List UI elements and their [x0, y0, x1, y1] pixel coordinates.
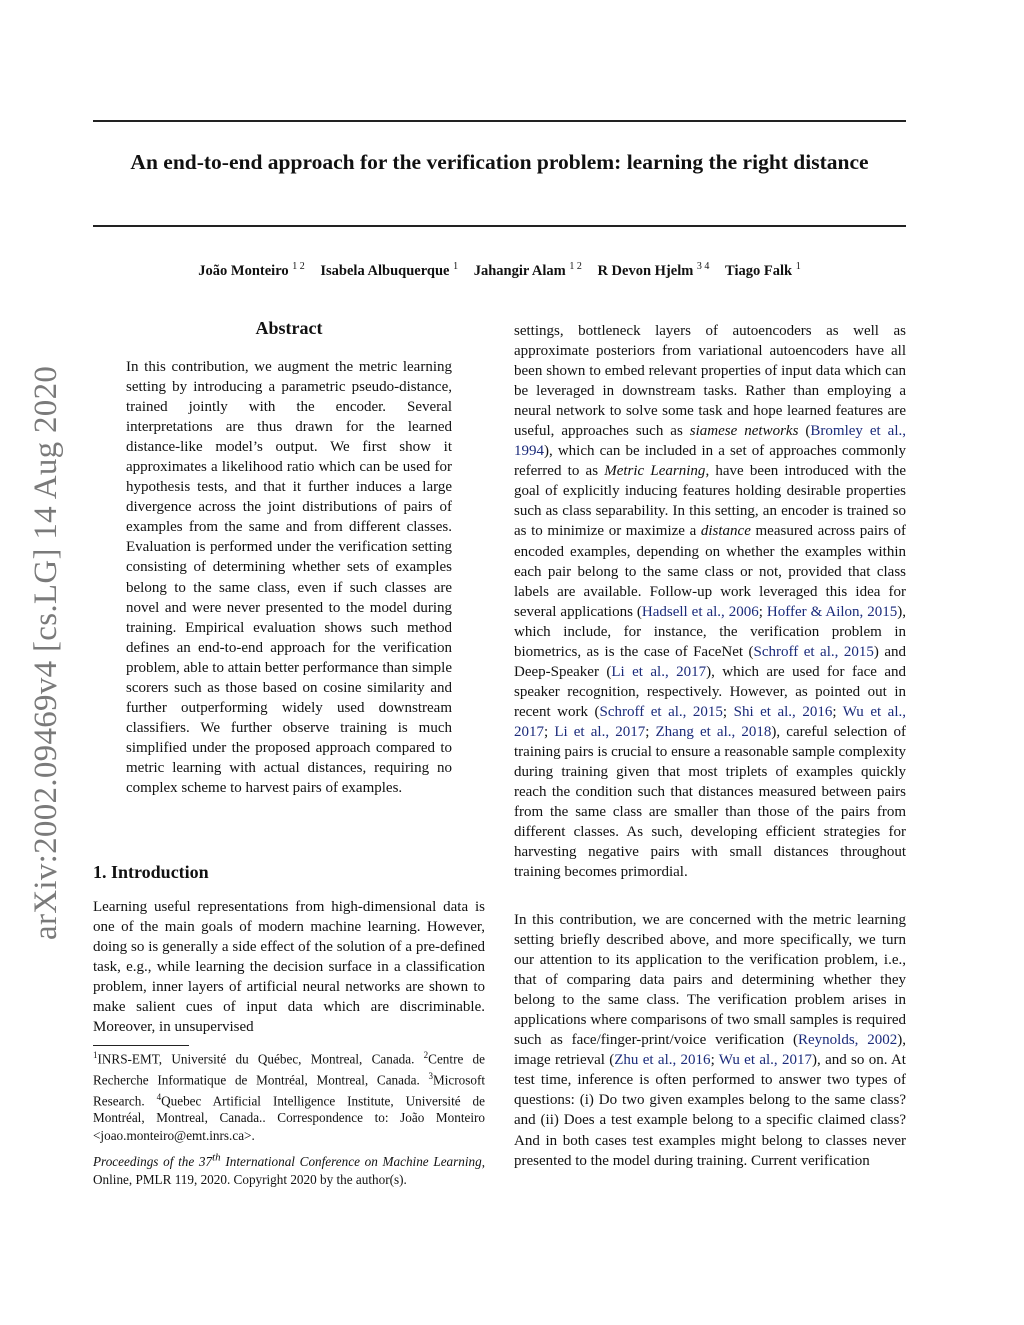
citation-link[interactable]: Li et al., 2017 — [554, 723, 646, 740]
author: João Monteiro $^{1 2}$ — [198, 261, 305, 279]
contribution-paragraph: In this contribution, we are concerned with the metric learning setting briefly described above, and more specifically, we turn our attention to its application to the verification problem, i.e., that of comparing data pairs and determining whether they belong to the same class. The verification problem arises in applications where comparisons of two small samples is required such as face/finger-print/voice verification (Reynolds, 2002), image retrieval (Zhu et al., 2016; Wu et al., 2017), and so on. At test time, inference is often performed to answer two types of questions: (i) Do two given examples belong to the same class? and (ii) Does a test example belong to a specific claimed class? And in both cases test examples might belong to classes never presented to the model during training. Current verification — [514, 912, 906, 1169]
citation-link[interactable]: Schroff et al., 2015 — [599, 703, 723, 720]
citation-link[interactable]: Schroff et al., 2015 — [753, 643, 874, 660]
citation-link[interactable]: Hadsell et al., 2006 — [641, 603, 759, 620]
author: R Devon Hjelm $^{3 4}$ — [597, 261, 710, 279]
intro-paragraph: Learning useful representations from high-dimensional data is one of the main goals of modern machine learning. However, doing so is generally a side effect of the solution of a pre-defined task, e.g., while learning the decision surface in a classification problem, inner layers of artificial neural networks are shown to make salient cues of input data which are discriminable. Moreover, in unsupervised — [93, 899, 485, 1036]
affiliation-footnote: $^1$INRS-EMT, Université du Québec, Montreal, Canada. $^2$Centre de Recherche Informatique de Montréal, Montreal, Canada. $^3$Microsoft Research. $^4$Quebec Artificial Intelligence Institute, Université de Montréal, Montreal, Canada.. Correspondence to: João Monteiro <joao.monteiro@emt.inrs.ca>. — [93, 1050, 486, 1143]
author: Jahangir Alam $^{1 2}$ — [473, 261, 582, 279]
footnote-rule — [93, 1045, 189, 1046]
author: Isabela Albuquerque $^1$ — [320, 261, 459, 279]
citation-link[interactable]: Wu et al., 2017 — [718, 1052, 812, 1069]
citation-link[interactable]: Hoffer & Ailon, 2015 — [766, 603, 898, 620]
citation-link[interactable]: Reynolds, 2002 — [798, 1032, 898, 1049]
intro-paragraph-continued: settings, bottleneck layers of autoencoders as well as approximate posteriors from variational autoencoders have all been shown to embed relevant properties of input data which can be leveraged in downstream tasks. Rather than employing a neural network to solve some task and hope learned features are useful, approaches such as siamese networks (Bromley et al., 1994), which can be included in a set of approaches commonly referred to as Metric Learning, have been introduced with the goal of explicitly inducing features holding desirable properties such as class separability. In this setting, an encoder is trained so as to minimize or maximize a distance measured across pairs of encoded examples, depending on whether the examples within each pair belong to the same class or not, provided that class labels are available. Follow-up work leveraged this idea for several applications (Hadsell et al., 2006; Hoffer & Ailon, 2015), which include, for instance, the verification problem in biometrics, as is the case of FaceNet (Schroff et al., 2015) and Deep-Speaker (Li et al., 2017), which are used for face and speaker recognition, respectively. However, as pointed out in recent work (Schroff et al., 2015; Shi et al., 2016; Wu et al., 2017; Li et al., 2017; Zhang et al., 2018), careful selection of training pairs is crucial to ensure a reasonable sample complexity during training given that most triplets of examples quickly reach the condition such that distances measured between pairs from the same class are smaller than those of the pairs from different classes. As such, developing efficient strategies for harvesting negative pairs with small distances throughout training becomes primordial. — [514, 323, 907, 881]
author-list — [93, 261, 906, 280]
citation-link[interactable]: Zhu et al., 2016 — [614, 1052, 711, 1069]
citation-link[interactable]: Li et al., 2017 — [611, 663, 707, 680]
section-heading-introduction: 1. Introduction — [93, 862, 209, 882]
title-bottom-rule — [93, 225, 906, 227]
citation-link[interactable]: Wu et al., 2017 — [514, 703, 906, 740]
citation-link[interactable]: Zhang et al., 2018 — [655, 723, 772, 740]
abstract-heading: Abstract — [255, 318, 323, 338]
citation-link[interactable]: Shi et al., 2016 — [733, 703, 833, 720]
title-top-rule — [93, 120, 906, 122]
paper-title: An end-to-end approach for the verification problem: learning the right distance — [130, 150, 869, 174]
abstract-text: In this contribution, we augment the metric learning setting by introducing a parametric pseudo-distance, trained jointly with the encoder. Several interpretations are thus drawn for the learned distance-like model’s output. We first show it approximates a likelihood ratio which can be used for hypothesis tests, and that it further induces a large divergence across the joint distributions of pairs of examples from the same and from different classes. Evaluation is performed under the verification setting consisting of determining whether sets of examples belong to the same class, even if such classes are novel and were never presented to the model during training. Empirical evaluation shows such method defines an end-to-end approach for the verification problem, able to attain better performance than simple scorers such as those based on cosine similarity and further outperforming widely used downstream classifiers. We further observe training is much simplified under the proposed approach compared to metric learning with actual distances, requiring no complex scheme to harvest pairs of examples. — [126, 359, 452, 796]
author: Tiago Falk $^1$ — [725, 261, 801, 279]
arxiv-stamp: arXiv:2002.09469v4 [cs.LG] 14 Aug 2020 — [28, 365, 64, 940]
proceedings-note: Proceedings of the 37th International Conference on Machine Learning, Online, PMLR 119, 2020. Copyright 2020 by the author(s). — [93, 1152, 486, 1187]
citation-link[interactable]: Bromley et al., 1994 — [514, 423, 907, 460]
